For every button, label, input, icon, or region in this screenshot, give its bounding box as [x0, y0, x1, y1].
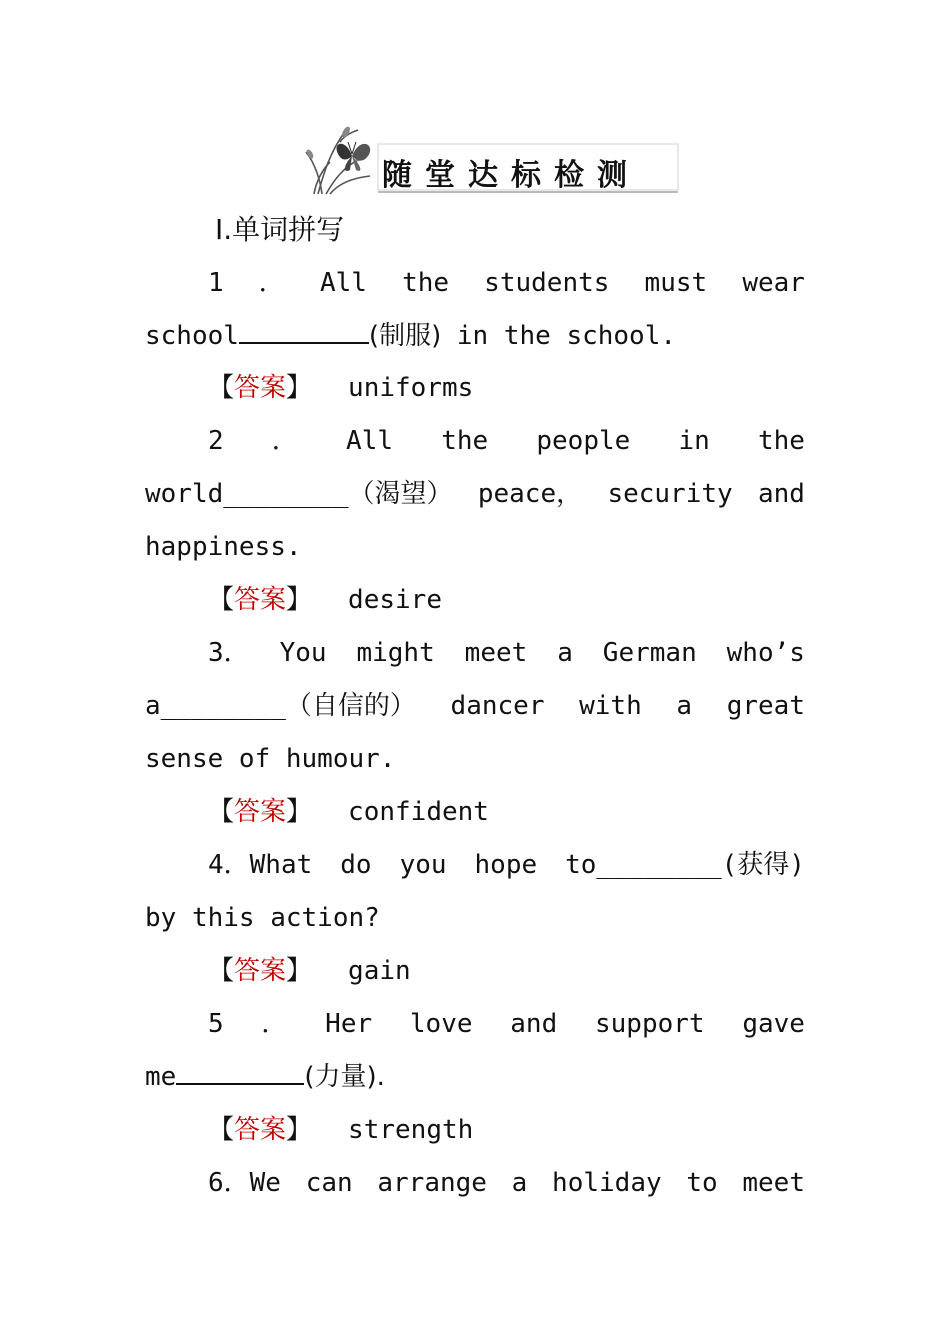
question-3-line-2	[145, 686, 805, 726]
q4-word: to________(获得)	[565, 850, 805, 880]
answer-1	[208, 368, 805, 408]
q2-word: All	[346, 426, 394, 456]
fill-blank[interactable]	[176, 1057, 304, 1085]
q3-word: dancer	[450, 691, 545, 721]
question-4-line-1	[208, 845, 805, 885]
question-3-line-1	[208, 633, 805, 673]
section-banner	[300, 122, 690, 202]
q1-word: must	[644, 268, 708, 298]
q1-hint: (制服)	[368, 321, 442, 351]
q3-word: a	[676, 691, 693, 721]
q2-word: peace，	[477, 479, 583, 509]
answer-text: confident	[348, 797, 489, 827]
q2-word: security	[607, 479, 733, 509]
q4-word: you	[399, 850, 447, 880]
answer-label: 【答案】	[208, 373, 313, 403]
q6-word: to	[686, 1168, 718, 1198]
q5-word: gave	[742, 1009, 805, 1039]
question-6-line-1	[208, 1163, 805, 1203]
q1-word: All	[319, 268, 367, 298]
answer-label: 【答案】	[208, 585, 313, 615]
question-1-line-2	[145, 316, 805, 356]
q1-word: ．	[258, 268, 285, 298]
question-4-line-2: by this action?	[145, 903, 380, 933]
q2-word: world________（渴望）	[145, 479, 453, 509]
q6-word: can	[305, 1168, 353, 1198]
q6-word: 6．We	[208, 1168, 281, 1198]
q1-text: school	[145, 321, 239, 351]
question-5-line-2	[145, 1057, 805, 1097]
q5-hint: (力量).	[304, 1062, 385, 1092]
q3-word: a________（自信的）	[145, 691, 416, 721]
question-2-line-3: happiness.	[145, 532, 302, 562]
q6-word: arrange	[377, 1168, 487, 1198]
q3-word: who’s	[726, 638, 805, 668]
q1-text: in the school.	[441, 321, 677, 351]
q2-word: the	[757, 426, 805, 456]
q3-word: with	[579, 691, 642, 721]
q6-word: a	[511, 1168, 528, 1198]
q5-word: Her	[325, 1009, 373, 1039]
q6-word: holiday	[552, 1168, 662, 1198]
q1-word: wear	[742, 268, 805, 298]
q4-word: do	[340, 850, 372, 880]
q3-word: You	[279, 638, 327, 668]
answer-2	[208, 580, 805, 620]
section-banner-title: 随堂达标检测	[382, 158, 640, 193]
answer-text: uniforms	[348, 373, 474, 403]
question-5-line-1	[208, 1004, 805, 1044]
q1-word: the	[402, 268, 450, 298]
section-heading: Ⅰ.单词拼写	[215, 213, 345, 246]
fill-blank[interactable]	[239, 316, 369, 344]
question-2-line-1	[208, 421, 805, 461]
q2-word: people	[536, 426, 631, 456]
q1-word: students	[484, 268, 610, 298]
q3-word: 3．	[208, 638, 250, 668]
answer-label: 【答案】	[208, 1115, 313, 1145]
q3-word: might	[356, 638, 435, 668]
question-3-line-3: sense of humour.	[145, 744, 396, 774]
q3-word: great	[726, 691, 805, 721]
q3-word: meet	[464, 638, 528, 668]
q2-word: ．	[271, 426, 298, 456]
question-2-line-2	[145, 474, 805, 514]
q1-word: 1	[208, 268, 224, 298]
q3-word: German	[602, 638, 697, 668]
q5-word: 5	[208, 1009, 224, 1039]
answer-text: strength	[348, 1115, 474, 1145]
q5-text: me	[145, 1062, 177, 1092]
answer-label: 【答案】	[208, 956, 313, 986]
answer-label: 【答案】	[208, 797, 313, 827]
q2-word: 2	[208, 426, 224, 456]
q6-word: meet	[742, 1168, 805, 1198]
answer-4	[208, 951, 805, 991]
q3-word: a	[557, 638, 573, 668]
answer-text: desire	[348, 585, 442, 615]
q5-word: support	[594, 1009, 705, 1039]
answer-5	[208, 1110, 805, 1150]
answer-text: gain	[348, 956, 411, 986]
q5-word: and	[510, 1009, 558, 1039]
q4-word: 4．What	[208, 850, 313, 880]
q2-word: the	[441, 426, 489, 456]
q4-word: hope	[474, 850, 538, 880]
q5-word: ．	[261, 1009, 288, 1039]
answer-3	[208, 792, 805, 832]
question-1-line-1	[208, 263, 805, 303]
q2-word: and	[758, 479, 805, 509]
q2-word: in	[678, 426, 710, 456]
q5-word: love	[409, 1009, 473, 1039]
